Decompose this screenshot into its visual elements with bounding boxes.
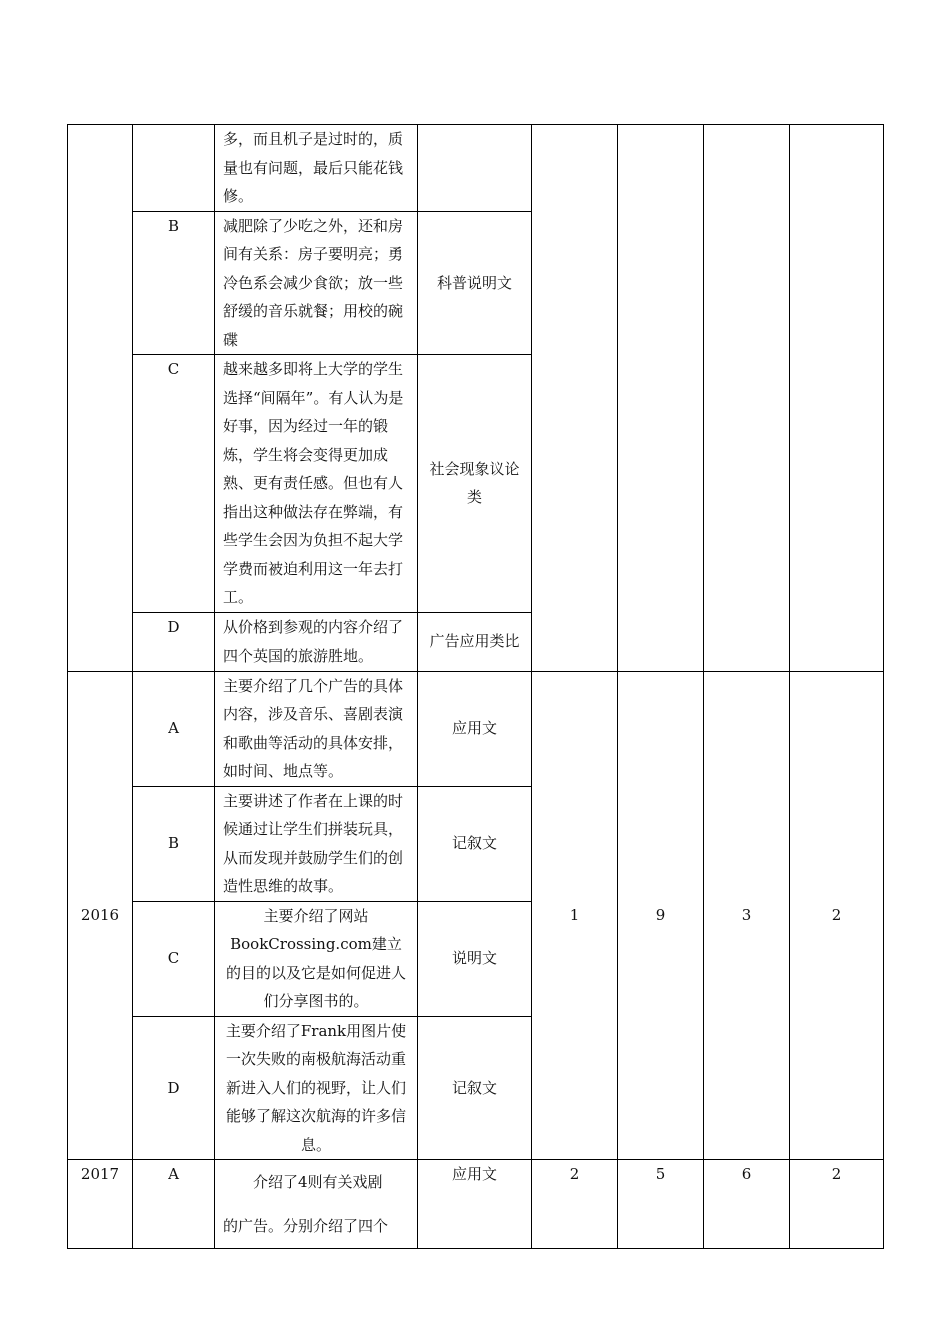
genre-cell: 说明文 xyxy=(418,901,532,1016)
genre-cell: 科普说明文 xyxy=(418,211,532,355)
year-cell: 2016 xyxy=(68,671,133,1160)
count-cell xyxy=(704,125,790,672)
description-cell: 主要介绍了Frank用图片使一次失败的南极航海活动重新进入人们的视野，让人们能够了解这次航海的许多信息。 xyxy=(215,1016,418,1160)
count-cell: 6 xyxy=(704,1160,790,1249)
option-cell: D xyxy=(133,612,215,671)
count-cell: 5 xyxy=(618,1160,704,1249)
description-cell: 从价格到参观的内容介绍了四个英国的旅游胜地。 xyxy=(215,612,418,671)
description-cell: 主要讲述了作者在上课的时候通过让学生们拼装玩具，从而发现并鼓励学生们的创造性思维的故事。 xyxy=(215,786,418,901)
description-cell: 主要介绍了几个广告的具体内容，涉及音乐、喜剧表演和歌曲等活动的具体安排，如时间、地点等。 xyxy=(215,671,418,786)
genre-cell: 记叙文 xyxy=(418,786,532,901)
count-cell xyxy=(790,125,884,672)
year-cell: 2017 xyxy=(68,1160,133,1249)
genre-cell: 应用文 xyxy=(418,671,532,786)
option-cell: B xyxy=(133,786,215,901)
genre-cell: 广告应用类比 xyxy=(418,612,532,671)
count-cell: 3 xyxy=(704,671,790,1160)
option-cell xyxy=(133,125,215,212)
option-cell: C xyxy=(133,355,215,613)
table-row xyxy=(68,671,884,786)
count-cell: 2 xyxy=(790,671,884,1160)
count-cell: 2 xyxy=(790,1160,884,1249)
table-row xyxy=(68,1160,884,1249)
description-line: 介绍了4则有关戏剧 xyxy=(253,1173,383,1191)
description-cell: 越来越多即将上大学的学生选择“间隔年”。有人认为是好事，因为经过一年的锻炼，学生将会变得更加成熟、更有责任感。但也有人指出这种做法存在弊端，有些学生会因为负担不起大学学费而被迫利用这一年去打工。 xyxy=(215,355,418,613)
description-cell: 多，而且机子是过时的，质量也有问题，最后只能花钱修。 xyxy=(215,125,418,212)
description-cell: 减肥除了少吃之外，还和房间有关系：房子要明亮；勇冷色系会减少食欲；放一些舒缓的音乐就餐；用校的碗碟 xyxy=(215,211,418,355)
count-cell xyxy=(532,125,618,672)
option-cell: A xyxy=(133,671,215,786)
count-cell: 9 xyxy=(618,671,704,1160)
option-cell: C xyxy=(133,901,215,1016)
option-cell: A xyxy=(133,1160,215,1249)
genre-cell xyxy=(418,125,532,212)
genre-cell: 应用文 xyxy=(418,1160,532,1249)
reading-analysis-table xyxy=(67,124,884,1249)
description-line: 的广告。分别介绍了四个 xyxy=(223,1217,389,1235)
genre-cell: 社会现象议论类 xyxy=(418,355,532,613)
count-cell: 2 xyxy=(532,1160,618,1249)
count-cell xyxy=(618,125,704,672)
genre-cell: 记叙文 xyxy=(418,1016,532,1160)
description-cell xyxy=(215,1160,418,1249)
option-cell: B xyxy=(133,211,215,355)
table-row xyxy=(68,125,884,212)
year-cell xyxy=(68,125,133,672)
option-cell: D xyxy=(133,1016,215,1160)
description-cell: 主要介绍了网站BookCrossing.com建立的目的以及它是如何促进人们分享图书的。 xyxy=(215,901,418,1016)
count-cell: 1 xyxy=(532,671,618,1160)
